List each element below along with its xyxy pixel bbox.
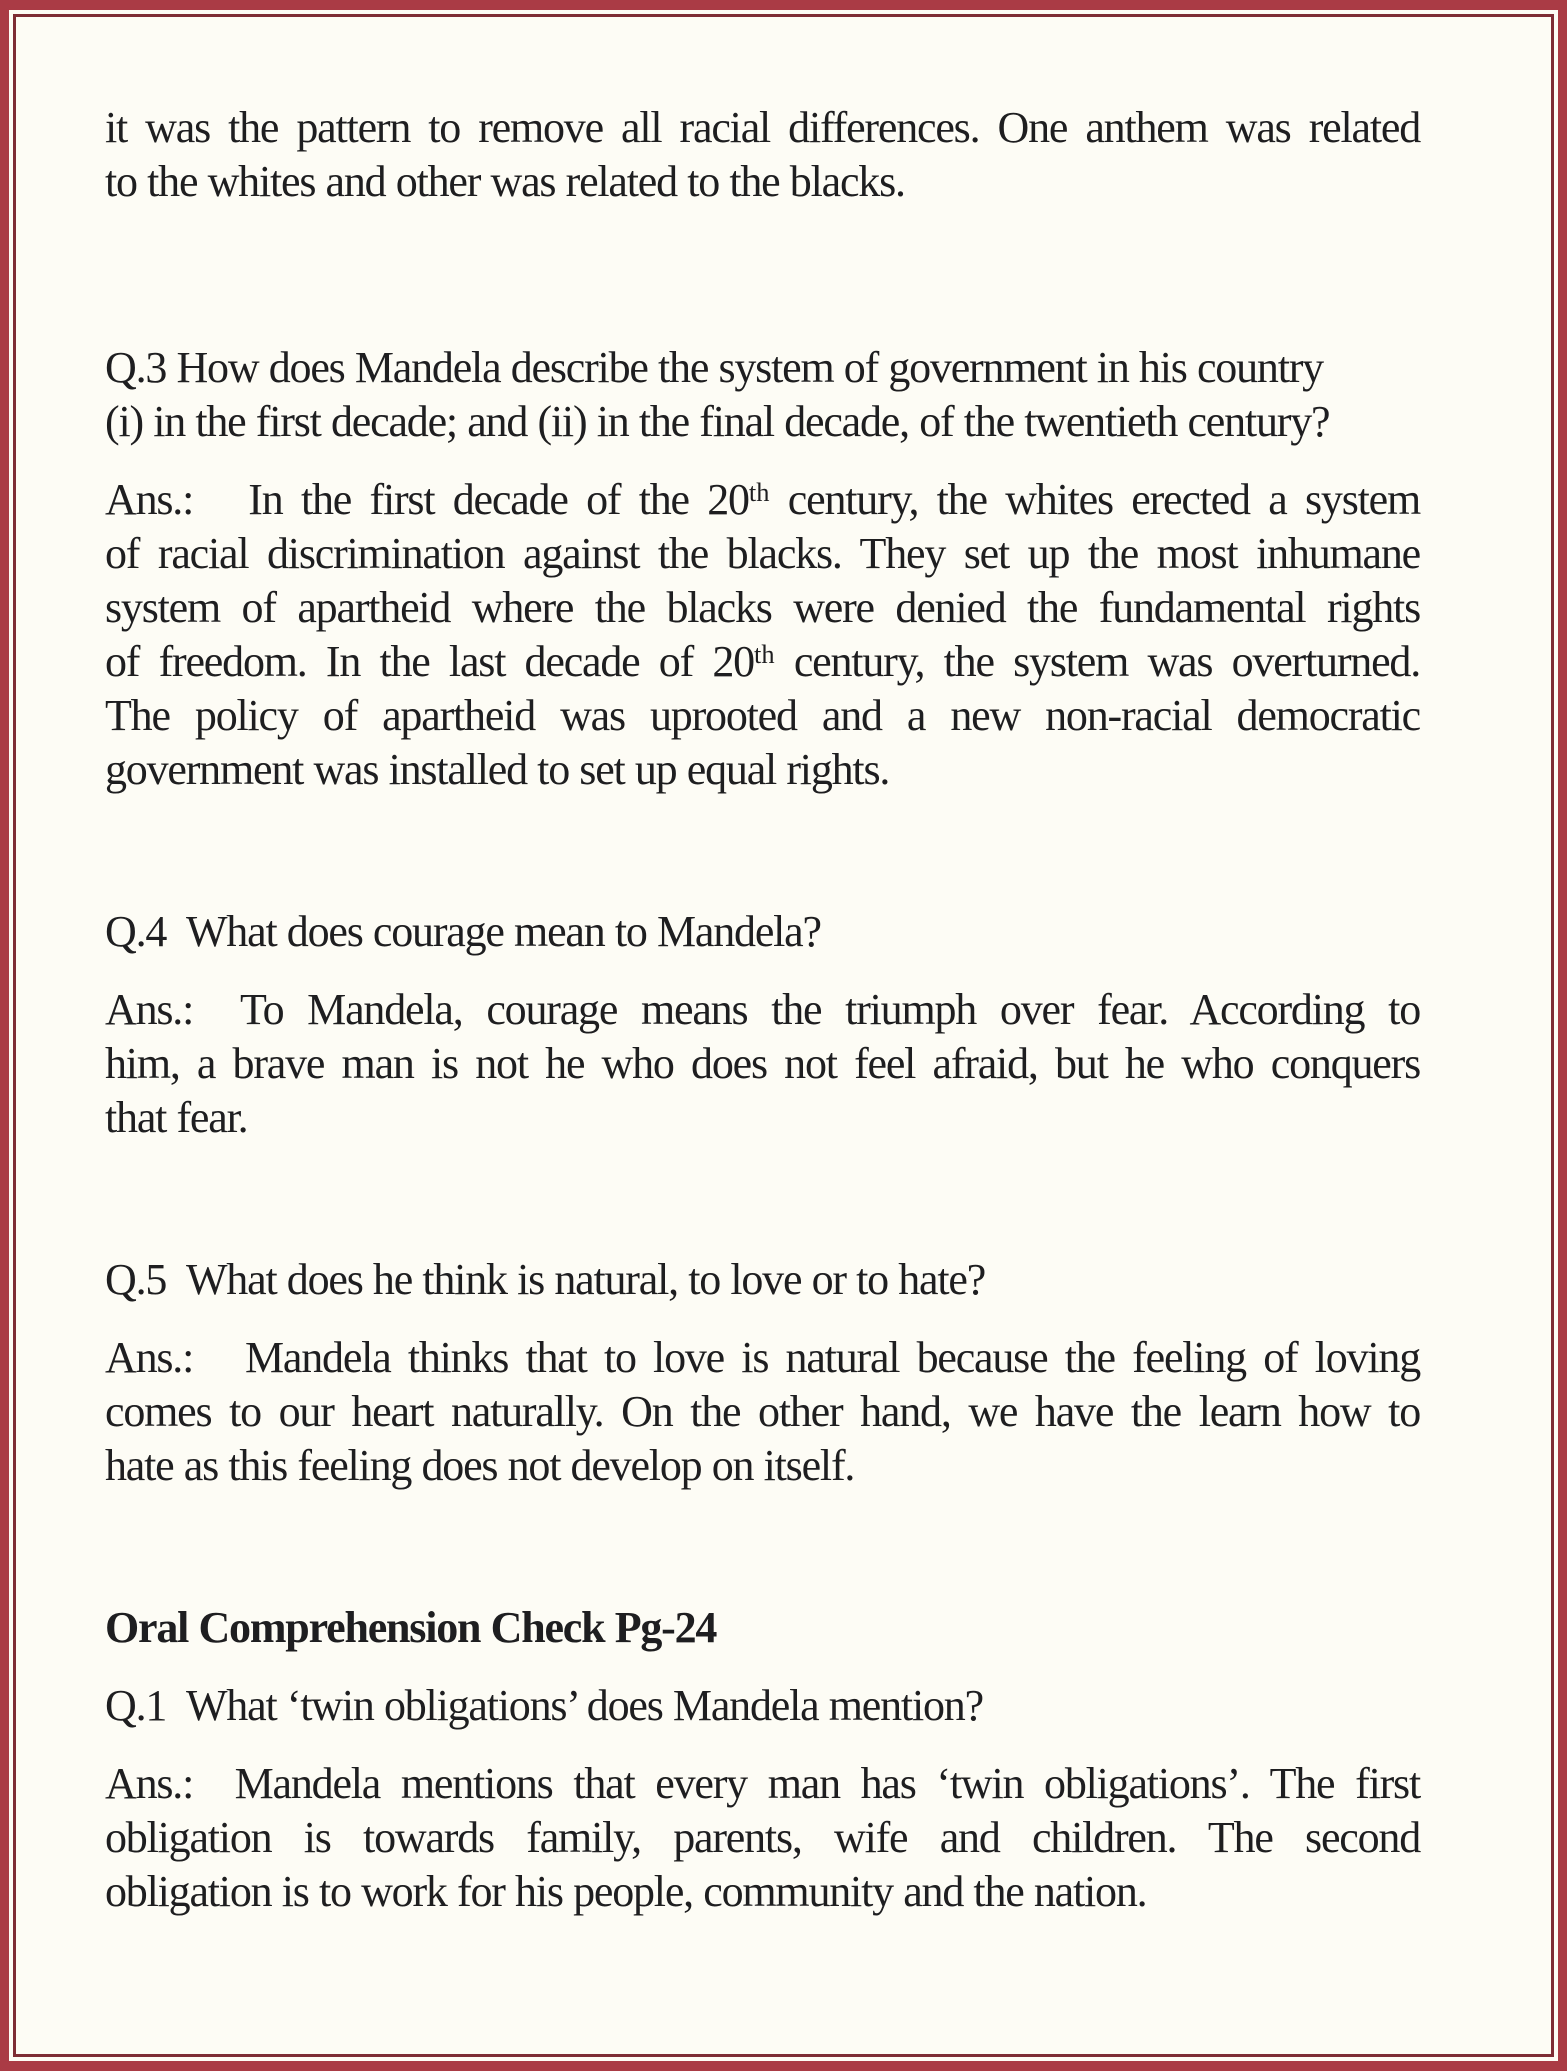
- document-content: [16, 17, 1551, 1919]
- answer-q5-line-3: hate as this feeling does not develop on itself.: [105, 1441, 855, 1490]
- section-heading-line-1: Oral Comprehension Check Pg-24: [105, 1603, 717, 1652]
- question-q1: [105, 1679, 1420, 1733]
- question-q3-line-2: (i) in the first decade; and (ii) in the final decade, of the twentieth century?: [105, 397, 1330, 446]
- question-q3: [105, 341, 1420, 449]
- intro-paragraph-line-2: to the whites and other was related to the blacks.: [105, 157, 905, 206]
- section-heading: [105, 1601, 1420, 1655]
- question-q4-line-1: Q.4 What does courage mean to Mandela?: [105, 907, 821, 956]
- answer-q5: [105, 1331, 1420, 1493]
- answer-q4-line-3: that fear.: [105, 1093, 248, 1142]
- answer-q1-line-3: obligation is to work for his people, community and the nation.: [105, 1867, 1147, 1916]
- answer-q1-line-1: Ans.: Mandela mentions that every man has ‘twin obligations’. The first: [105, 1759, 1420, 1808]
- intro-paragraph: [105, 101, 1420, 209]
- answer-q1: [105, 1757, 1420, 1919]
- answer-q3-line-2: of racial discrimination against the blacks. They set up the most inhumane: [105, 529, 1420, 578]
- answer-q3-line-6: government was installed to set up equal rights.: [105, 745, 890, 794]
- answer-q5-line-2: comes to our heart naturally. On the other hand, we have the learn how to: [105, 1387, 1420, 1436]
- answer-q5-line-1: Ans.: Mandela thinks that to love is natural because the feeling of loving: [105, 1333, 1420, 1382]
- answer-q3-line-1: Ans.: In the first decade of the 20th century, the whites erected a system: [105, 475, 1420, 524]
- superscript: th: [753, 638, 775, 669]
- question-q5: [105, 1253, 1420, 1307]
- question-q3-line-1: Q.3 How does Mandela describe the system of government in his country: [105, 343, 1323, 392]
- answer-q3: [105, 473, 1420, 797]
- answer-q3-line-4: of freedom. In the last decade of 20th century, the system was overturned.: [105, 637, 1420, 686]
- answer-q4-line-2: him, a brave man is not he who does not feel afraid, but he who conquers: [105, 1039, 1420, 1088]
- question-q5-line-1: Q.5 What does he think is natural, to love or to hate?: [105, 1255, 986, 1304]
- question-q1-line-1: Q.1 What ‘twin obligations’ does Mandela mention?: [105, 1681, 983, 1730]
- superscript: th: [748, 476, 770, 507]
- answer-q3-line-5: The policy of apartheid was uprooted and a new non-racial democratic: [105, 691, 1420, 740]
- intro-paragraph-line-1: it was the pattern to remove all racial differences. One anthem was related: [105, 103, 1420, 152]
- question-q4: [105, 905, 1420, 959]
- answer-q1-line-2: obligation is towards family, parents, wife and children. The second: [105, 1813, 1420, 1862]
- answer-q4: [105, 983, 1420, 1145]
- page: [9, 10, 1558, 2061]
- page-border: [13, 14, 1554, 2057]
- answer-q3-line-3: system of apartheid where the blacks were denied the fundamental rights: [105, 583, 1420, 632]
- answer-q4-line-1: Ans.: To Mandela, courage means the triumph over fear. According to: [105, 985, 1420, 1034]
